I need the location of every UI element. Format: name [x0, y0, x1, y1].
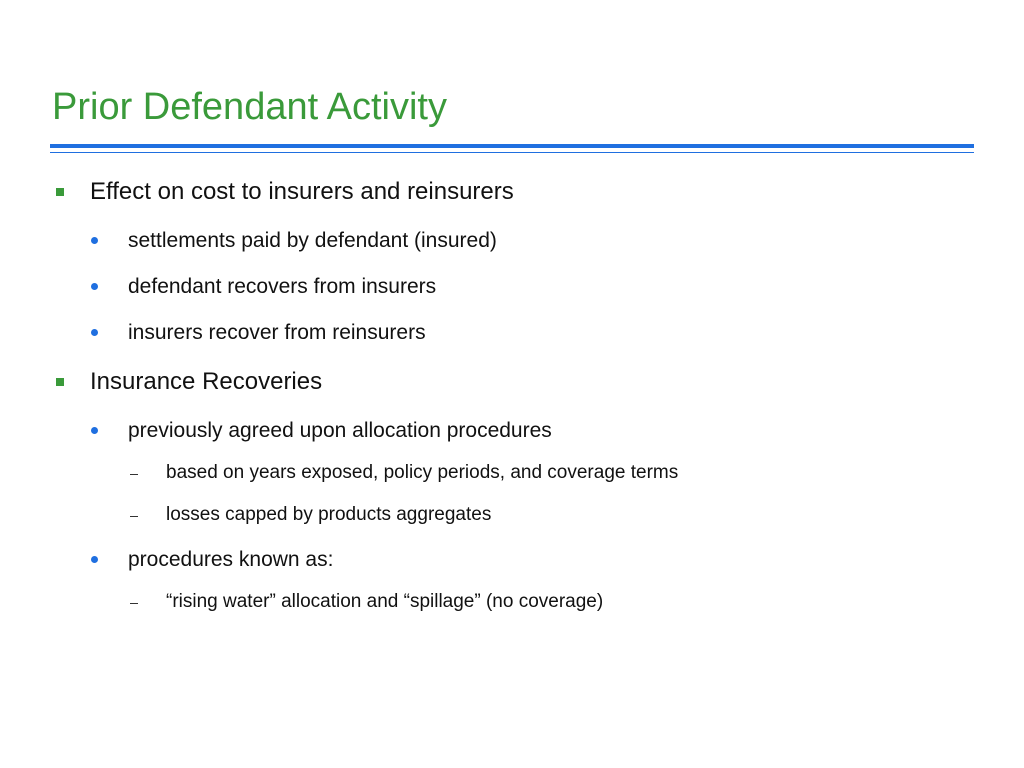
title-rule-thick	[50, 144, 974, 148]
round-bullet-icon	[91, 283, 98, 290]
round-bullet-icon	[91, 329, 98, 336]
title-rule-thin	[50, 152, 974, 153]
bullet-text-level3: based on years exposed, policy periods, and coverage terms	[166, 462, 679, 483]
dash-bullet-icon	[130, 474, 138, 475]
bullet-text-level1: Effect on cost to insurers and reinsurers	[90, 178, 514, 205]
bullet-text-level2: settlements paid by defendant (insured)	[128, 229, 497, 252]
dash-bullet-icon	[130, 516, 138, 517]
dash-bullet-icon	[130, 603, 138, 604]
bullet-text-level2: previously agreed upon allocation procedures	[128, 419, 552, 442]
bullet-text-level1: Insurance Recoveries	[90, 368, 323, 395]
square-bullet-icon	[56, 378, 64, 386]
round-bullet-icon	[91, 237, 98, 244]
bullet-text-level2: insurers recover from reinsurers	[128, 321, 426, 344]
round-bullet-icon	[91, 556, 98, 563]
slide-title: Prior Defendant Activity	[52, 86, 447, 128]
bullet-text-level3: “rising water” allocation and “spillage” (no coverage)	[166, 591, 604, 612]
bullet-text-level3: losses capped by products aggregates	[166, 504, 492, 525]
square-bullet-icon	[56, 188, 64, 196]
bullet-text-level2: procedures known as:	[128, 548, 334, 571]
bullet-text-level2: defendant recovers from insurers	[128, 275, 437, 298]
round-bullet-icon	[91, 427, 98, 434]
